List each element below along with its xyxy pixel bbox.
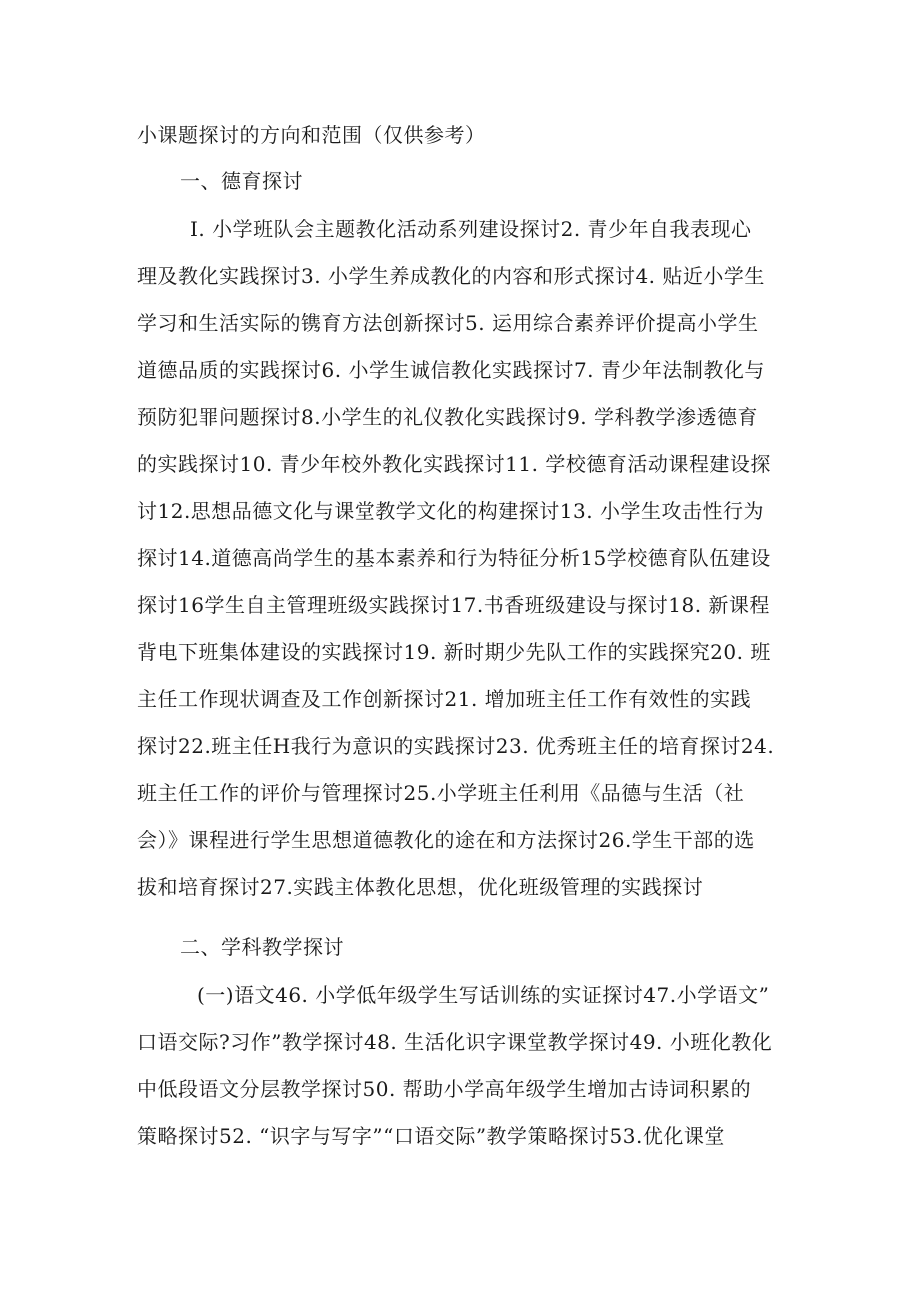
paragraph-line: (一)语文46. 小学低年级学生写话训练的实证探讨47.小学语文” (197, 983, 770, 1007)
paragraph-line: 讨12.思想品德文化与课堂教学文化的构建探讨13. 小学生攻击性行为 (137, 499, 764, 523)
document-title: 小课题探讨的方向和范围（仅供参考） (137, 123, 486, 147)
paragraph-line: 班主任工作的评价与管理探讨25.小学班主任利用《品德与生活（社 (137, 781, 745, 805)
paragraph-line: 探讨22.班主任H我行为意识的实践探讨23. 优秀班主任的培育探讨24. (137, 734, 775, 758)
paragraph-line: 学习和生活实际的镌育方法创新探讨5. 运用综合素养评价提高小学生 (137, 311, 759, 335)
paragraph-line: 探讨16学生自主管理班级实践探讨17.书香班级建设与探讨18. 新课程 (137, 593, 770, 617)
paragraph-line: 会）》课程进行学生思想道德教化的途在和方法探讨26.学生干部的选 (137, 828, 755, 852)
section-heading-subject-teaching: 二、学科教学探讨 (180, 935, 344, 959)
paragraph-line: 中低段语文分层教学探讨50. 帮助小学高年级学生增加古诗词积累的 (137, 1077, 752, 1101)
paragraph-line: 预防犯罪问题探讨8.小学生的礼仪教化实践探讨9. 学科教学渗透德育 (137, 405, 759, 429)
paragraph-line: 的实践探讨10. 青少年校外教化实践探讨11. 学校德育活动课程建设探 (137, 452, 771, 476)
paragraph-line: 主任工作现状调查及工作创新探讨21. 增加班主任工作有效性的实践 (137, 687, 752, 711)
paragraph-line: 背电下班集体建设的实践探讨19. 新时期少先队工作的实践探究20. 班 (137, 640, 771, 664)
section-heading-moral-education: 一、德育探讨 (180, 169, 303, 193)
paragraph-line: 策略探讨52. “识字与写字”“口语交际”教学策略探讨53.优化课堂 (137, 1124, 725, 1148)
paragraph-line: 拔和培育探讨27.实践主体教化思想，优化班级管理的实践探讨 (137, 875, 704, 899)
paragraph-line: 口语交际?习作”教学探讨48. 生活化识字课堂教学探讨49. 小班化教化 (137, 1030, 773, 1054)
paragraph-line: I. 小学班队会主题教化活动系列建设探讨2. 青少年自我表现心 (190, 217, 752, 241)
paragraph-moral-education-topics (137, 206, 785, 911)
paragraph-line: 道德品质的实践探讨6. 小学生诚信教化实践探讨7. 青少年法制教化与 (137, 358, 765, 382)
paragraph-chinese-teaching-topics (137, 972, 785, 1160)
paragraph-line: 探讨14.道德高尚学生的基本素养和行为特征分析15学校德育队伍建设 (137, 546, 771, 570)
paragraph-line: 理及教化实践探讨3. 小学生养成教化的内容和形式探讨4. 贴近小学生 (137, 264, 765, 288)
